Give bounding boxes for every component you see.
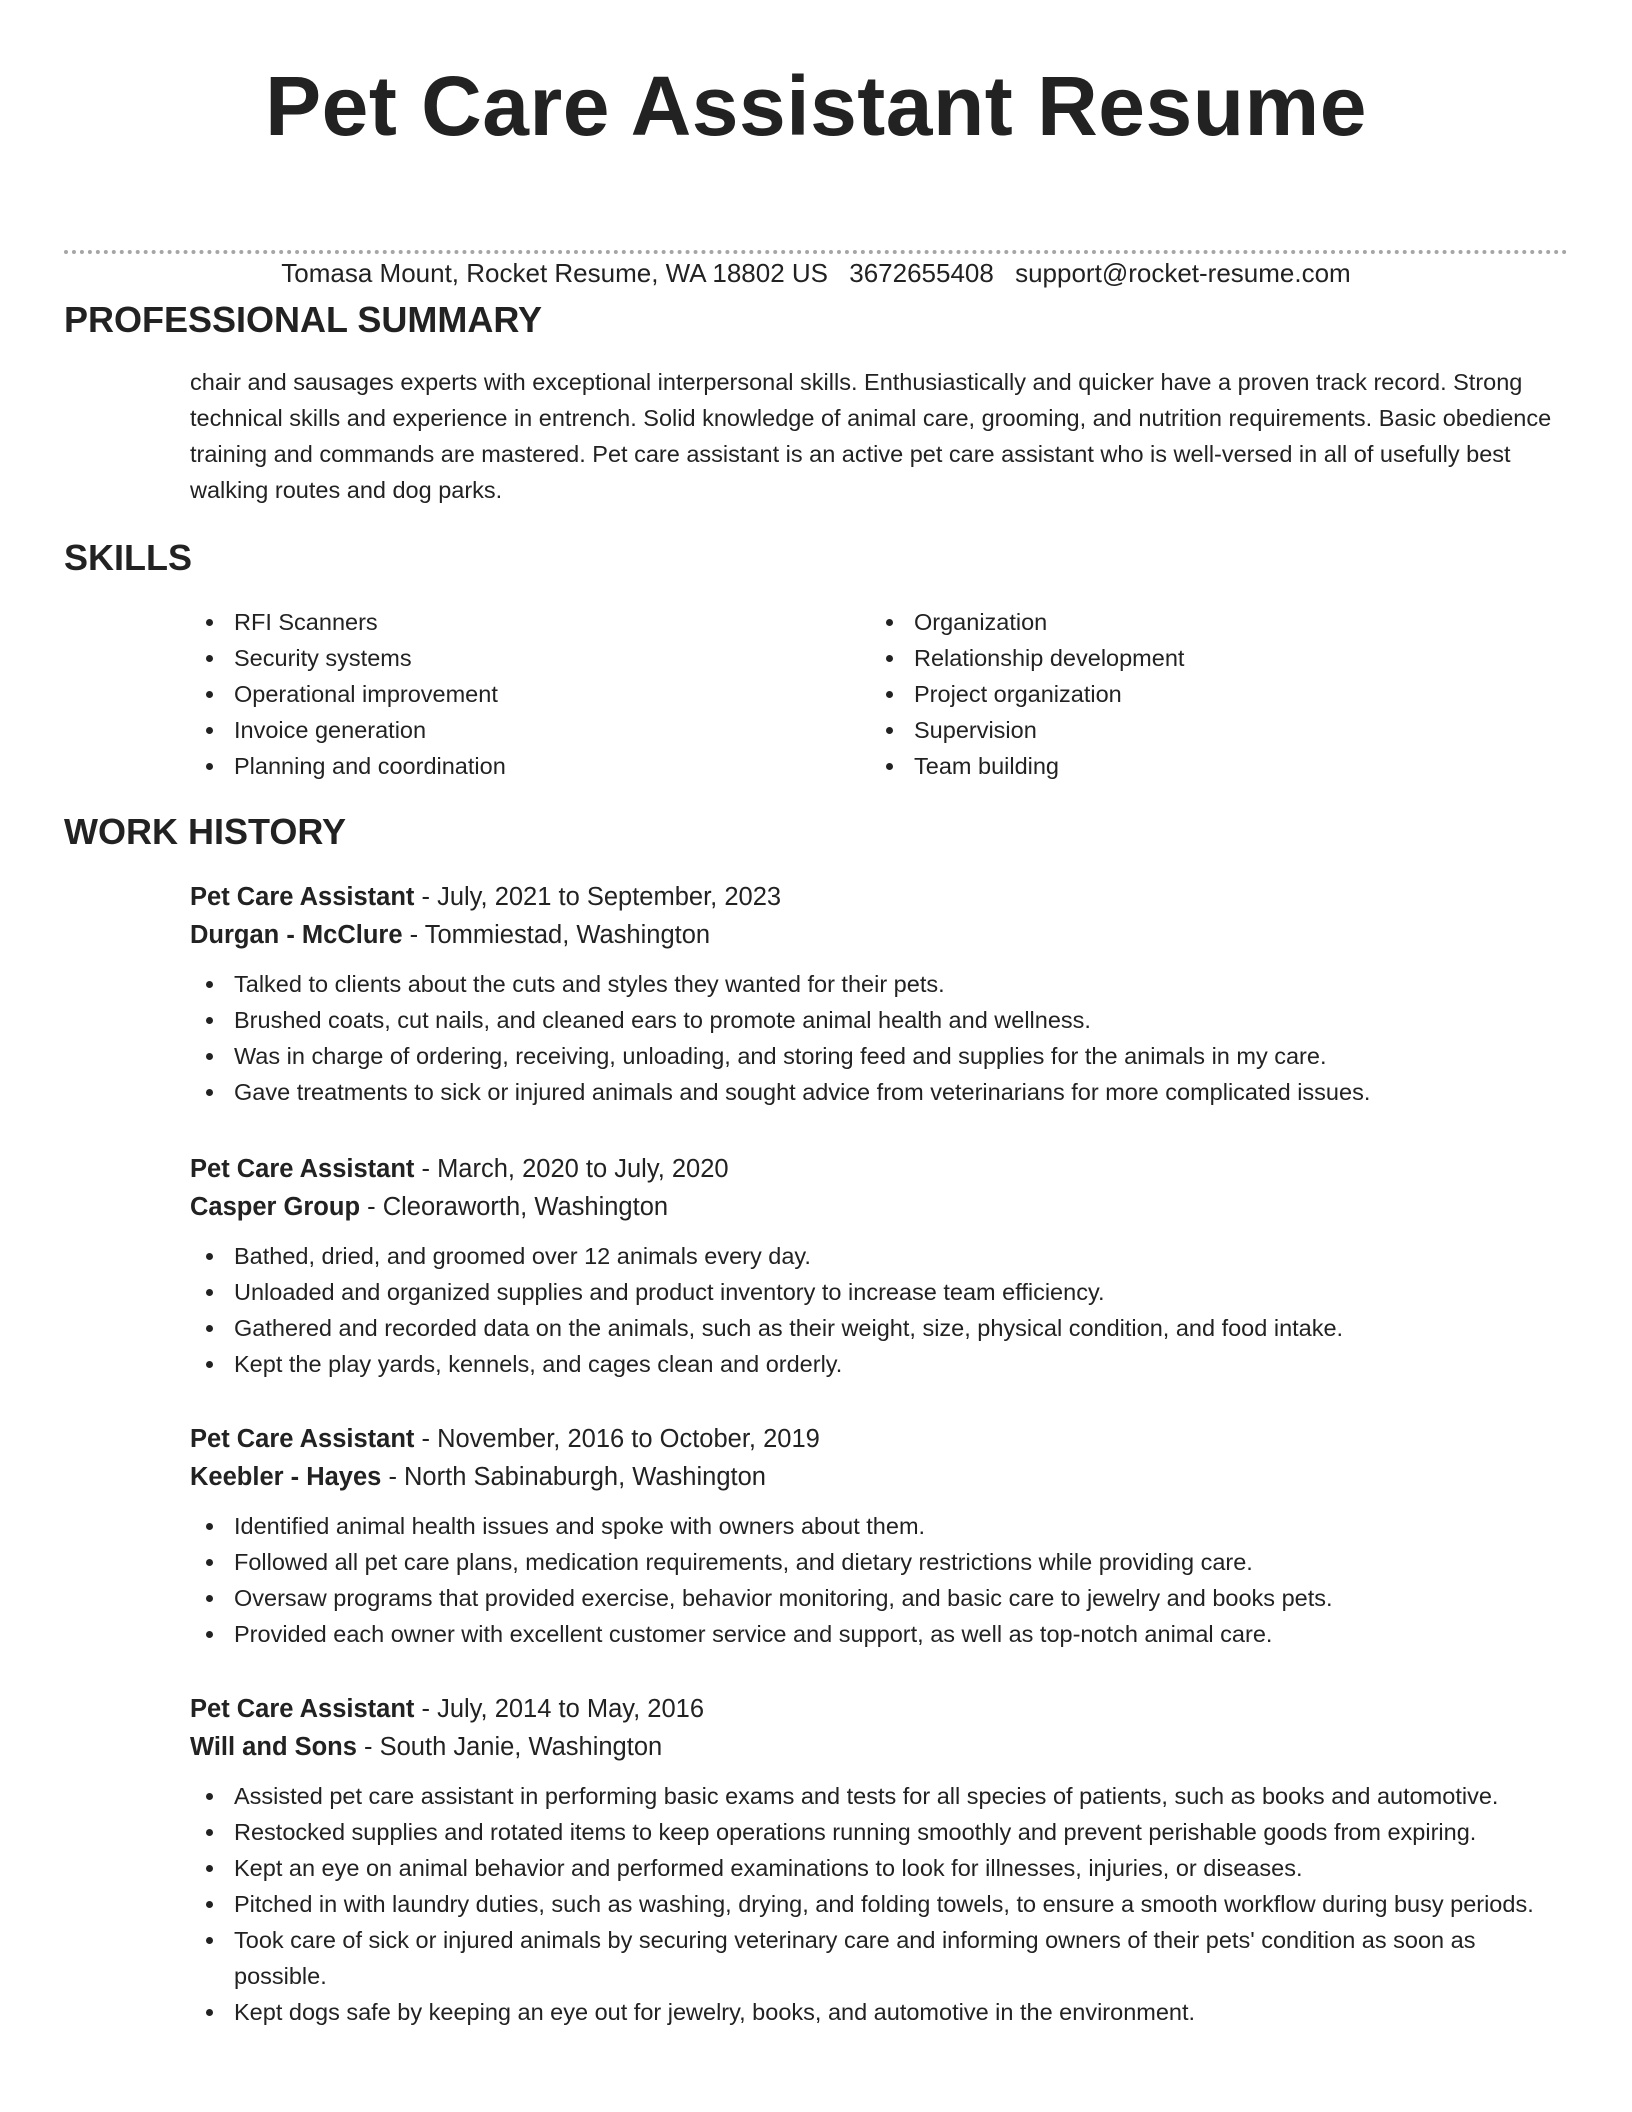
skill-item: RFI Scanners bbox=[190, 604, 506, 640]
job-duties bbox=[190, 1238, 1562, 1382]
skill-item: Organization bbox=[870, 604, 1184, 640]
job-title: Pet Care Assistant bbox=[190, 1425, 415, 1453]
job-duty: Gave treatments to sick or injured animals and sought advice from veterinarians for more complicated issues. bbox=[190, 1074, 1562, 1110]
skill-item: Relationship development bbox=[870, 640, 1184, 676]
job-duty: Oversaw programs that provided exercise, behavior monitoring, and basic care to jewelry and books pets. bbox=[190, 1580, 1562, 1616]
job-duty: Brushed coats, cut nails, and cleaned ears to promote animal health and wellness. bbox=[190, 1002, 1562, 1038]
job-duty: Unloaded and organized supplies and product inventory to increase team efficiency. bbox=[190, 1274, 1562, 1310]
summary-text: chair and sausages experts with exceptional interpersonal skills. Enthusiastically and quicker have a proven track record. Strong technical skills and experience in entrench. Solid knowledge of animal care, grooming, and nutrition requirements. Basic obedience training and commands are mastered. Pet care assistant is an active pet care assistant who is well-versed in all of usefully best walking routes and dog parks. bbox=[190, 369, 1552, 503]
job-company-line bbox=[190, 1728, 1562, 1766]
job-duty: Pitched in with laundry duties, such as washing, drying, and folding towels, to ensure a smooth workflow during busy periods. bbox=[190, 1886, 1562, 1922]
job-title-line bbox=[190, 1150, 1562, 1188]
job-entry bbox=[190, 1150, 1562, 1382]
job-duty: Kept dogs safe by keeping an eye out for jewelry, books, and automotive in the environment. bbox=[190, 1994, 1562, 2030]
job-entry bbox=[190, 1420, 1562, 1652]
contact-phone: 3672655408 bbox=[849, 258, 994, 288]
job-duty: Identified animal health issues and spoke with owners about them. bbox=[190, 1508, 1562, 1544]
job-duty: Provided each owner with excellent customer service and support, as well as top-notch animal care. bbox=[190, 1616, 1562, 1652]
job-dates: - November, 2016 to October, 2019 bbox=[414, 1425, 820, 1453]
skill-item: Supervision bbox=[870, 712, 1184, 748]
job-duty: Followed all pet care plans, medication requirements, and dietary restrictions while providing care. bbox=[190, 1544, 1562, 1580]
skill-item: Project organization bbox=[870, 676, 1184, 712]
job-entry bbox=[190, 1690, 1562, 2030]
job-title: Pet Care Assistant bbox=[190, 883, 415, 911]
job-title: Pet Care Assistant bbox=[190, 1155, 415, 1183]
job-company-line bbox=[190, 1188, 1562, 1226]
skills-list-right bbox=[870, 604, 1184, 784]
job-duty: Was in charge of ordering, receiving, unloading, and storing feed and supplies for the animals in my care. bbox=[190, 1038, 1562, 1074]
skill-item: Security systems bbox=[190, 640, 506, 676]
job-dates: - July, 2014 to May, 2016 bbox=[414, 1695, 705, 1723]
job-duty: Gathered and recorded data on the animals, such as their weight, size, physical condition, and food intake. bbox=[190, 1310, 1562, 1346]
skill-item: Team building bbox=[870, 748, 1184, 784]
job-title: Pet Care Assistant bbox=[190, 1695, 415, 1723]
job-duty: Assisted pet care assistant in performing basic exams and tests for all species of patients, such as books and automotive. bbox=[190, 1778, 1562, 1814]
work-history-heading: WORK HISTORY bbox=[64, 811, 347, 852]
job-duties bbox=[190, 1508, 1562, 1652]
skill-item: Invoice generation bbox=[190, 712, 506, 748]
skill-item: Planning and coordination bbox=[190, 748, 506, 784]
job-company-line bbox=[190, 1458, 1562, 1496]
job-location: - Tommiestad, Washington bbox=[402, 921, 711, 949]
job-company-line bbox=[190, 916, 1562, 954]
job-title-line bbox=[190, 1420, 1562, 1458]
job-duty: Kept an eye on animal behavior and performed examinations to look for illnesses, injuries, or diseases. bbox=[190, 1850, 1562, 1886]
skills-list-left bbox=[190, 604, 506, 784]
job-location: - North Sabinaburgh, Washington bbox=[381, 1463, 766, 1491]
job-location: - South Janie, Washington bbox=[356, 1733, 663, 1761]
job-dates: - July, 2021 to September, 2023 bbox=[414, 883, 782, 911]
contact-address: Tomasa Mount, Rocket Resume, WA 18802 US bbox=[281, 258, 829, 288]
job-duty: Restocked supplies and rotated items to keep operations running smoothly and prevent perishable goods from expiring. bbox=[190, 1814, 1562, 1850]
job-duties bbox=[190, 966, 1562, 1110]
job-dates: - March, 2020 to July, 2020 bbox=[414, 1155, 729, 1183]
skill-item: Operational improvement bbox=[190, 676, 506, 712]
job-duty: Kept the play yards, kennels, and cages clean and orderly. bbox=[190, 1346, 1562, 1382]
job-title-line bbox=[190, 1690, 1562, 1728]
skills-heading: SKILLS bbox=[64, 537, 193, 578]
job-entry bbox=[190, 878, 1562, 1110]
job-company: Will and Sons bbox=[190, 1733, 357, 1761]
contact-line bbox=[0, 258, 1632, 288]
job-duty: Talked to clients about the cuts and styles they wanted for their pets. bbox=[190, 966, 1562, 1002]
job-duties bbox=[190, 1778, 1562, 2030]
job-company: Casper Group bbox=[190, 1193, 361, 1221]
contact-email: support@rocket-resume.com bbox=[1015, 258, 1351, 288]
summary-heading: PROFESSIONAL SUMMARY bbox=[64, 299, 543, 340]
page-title: Pet Care Assistant Resume bbox=[265, 59, 1367, 153]
header-divider bbox=[64, 250, 1568, 254]
job-company: Durgan - McClure bbox=[190, 921, 403, 949]
job-title-line bbox=[190, 878, 1562, 916]
job-duty: Bathed, dried, and groomed over 12 animals every day. bbox=[190, 1238, 1562, 1274]
job-company: Keebler - Hayes bbox=[190, 1463, 382, 1491]
job-location: - Cleoraworth, Washington bbox=[360, 1193, 669, 1221]
job-duty: Took care of sick or injured animals by securing veterinary care and informing owners of their pets' condition as soon as possible. bbox=[190, 1922, 1562, 1994]
